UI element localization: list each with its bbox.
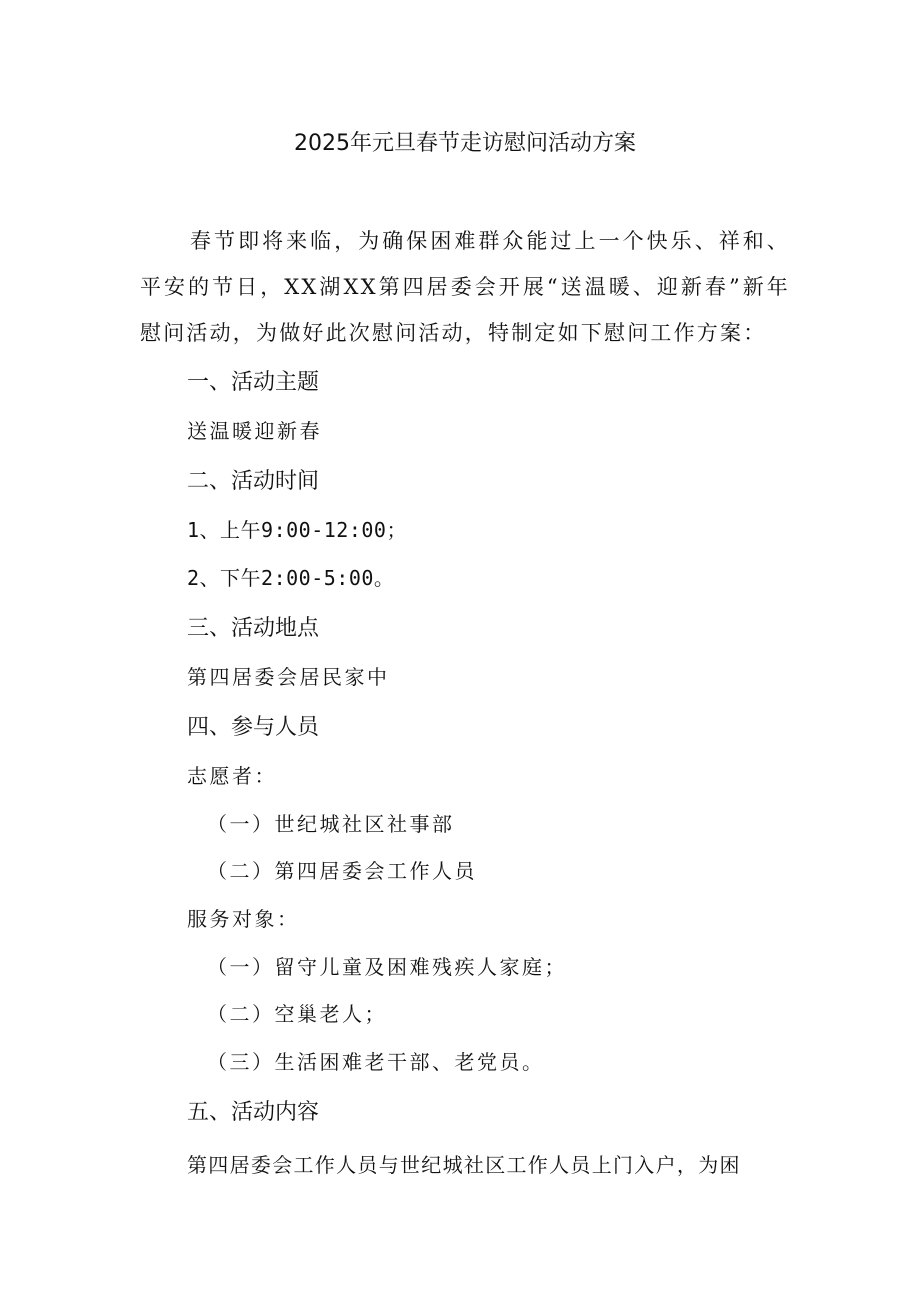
theme-text: 送温暖迎新春	[187, 419, 322, 443]
volunteer-item: （一）世纪城社区社事部	[207, 812, 455, 836]
section-heading-content: 五、活动内容	[187, 1100, 320, 1125]
section-heading-time: 二、活动时间	[187, 469, 320, 494]
volunteers-label: 志愿者：	[187, 764, 277, 788]
time-morning: 1、上午9:00-12:00；	[187, 518, 407, 542]
location-text: 第四居委会居民家中	[187, 665, 390, 689]
target-item: （一）留守儿童及困难残疾人家庭；	[207, 955, 567, 979]
target-item: （二）空巢老人；	[207, 1002, 387, 1026]
content-text: 第四居委会工作人员与世纪城社区工作人员上门入户，为困	[187, 1153, 741, 1177]
intro-paragraph: 春节即将来临，为确保困难群众能过上一个快乐、祥和、平安的节日，XX湖XX第四居委会开展“送温暖、迎新春”新年慰问活动，为做好此次慰问活动，特制定如下慰问工作方案：	[140, 229, 790, 345]
volunteer-item: （二）第四居委会工作人员	[207, 859, 477, 883]
section-heading-location: 三、活动地点	[187, 616, 320, 641]
time-afternoon: 2、下午2:00-5:00。	[187, 566, 395, 590]
targets-label: 服务对象：	[187, 907, 300, 931]
document-title: 2025年元旦春节走访慰问活动方案	[294, 131, 636, 156]
target-item: （三）生活困难老干部、老党员。	[207, 1050, 545, 1074]
section-heading-participants: 四、参与人员	[187, 715, 320, 740]
section-heading-theme: 一、活动主题	[187, 370, 320, 395]
